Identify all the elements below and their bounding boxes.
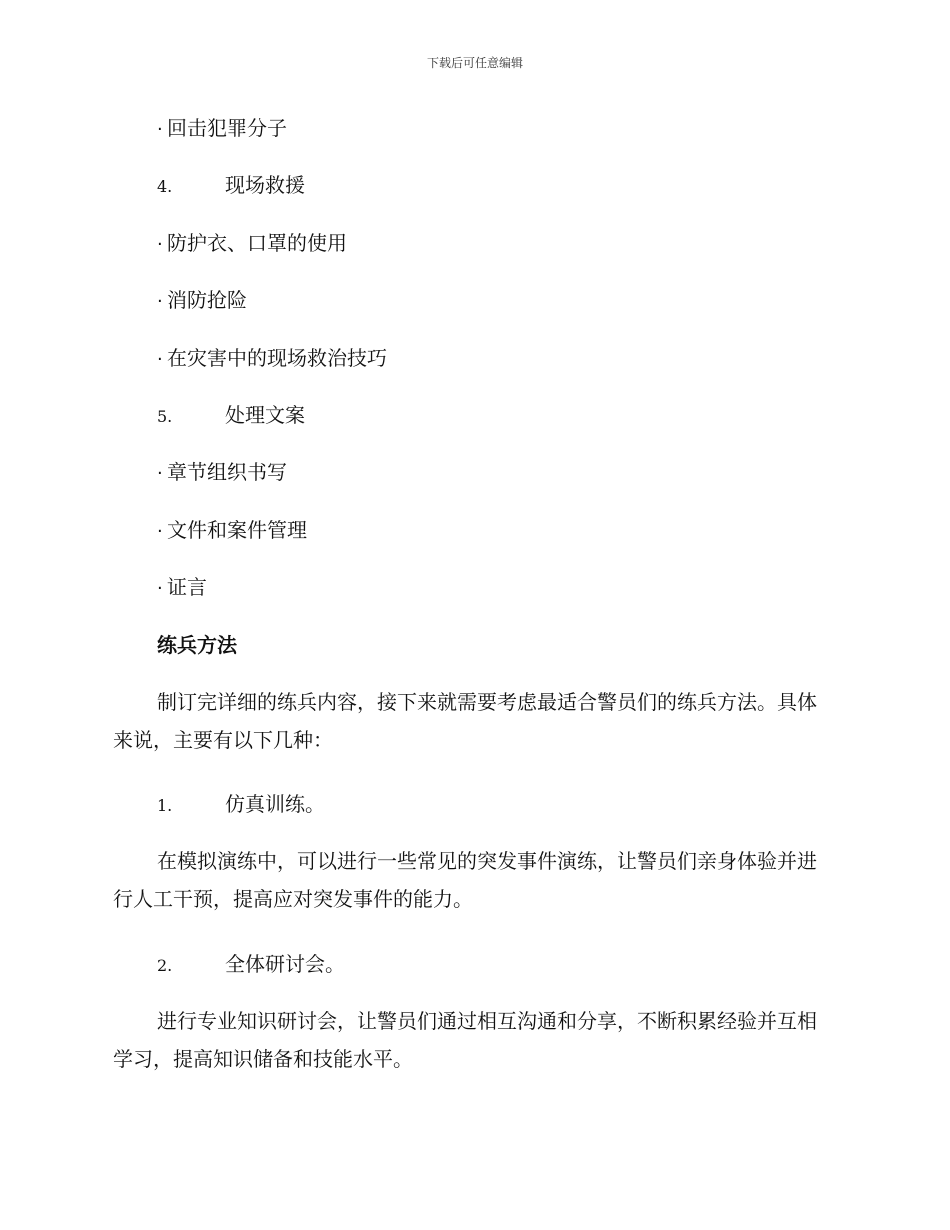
item-title: 处理文案 <box>225 403 305 427</box>
list-item <box>157 344 387 374</box>
numbered-item <box>157 401 305 431</box>
bullet-icon: · <box>157 234 163 255</box>
list-item-text: 消防抢险 <box>167 288 247 312</box>
list-item <box>157 573 207 603</box>
numbered-item <box>157 171 305 201</box>
numbered-item <box>157 790 325 820</box>
item-number: 2. <box>157 956 173 975</box>
item-number: 5. <box>157 407 173 426</box>
list-item <box>157 458 287 488</box>
section-heading: 练兵方法 <box>157 633 237 657</box>
body-paragraph: 在模拟演练中，可以进行一些常见的突发事件演练，让警员们亲身体验并进行人工干预，提高应对突发事件的能力。 <box>113 849 817 911</box>
list-item-text: 防护衣、口罩的使用 <box>167 231 347 255</box>
numbered-item <box>157 950 345 980</box>
bullet-icon: · <box>157 119 163 140</box>
list-item <box>157 286 247 316</box>
list-item <box>157 114 287 144</box>
item-number: 1. <box>157 796 173 815</box>
item-number: 4. <box>157 177 173 196</box>
bullet-icon: · <box>157 578 163 599</box>
list-item-text: 证言 <box>167 575 207 599</box>
list-item-text: 文件和案件管理 <box>167 518 307 542</box>
list-item-text: 在灾害中的现场救治技巧 <box>167 346 387 370</box>
list-item <box>157 516 307 546</box>
intro-paragraph: 制订完详细的练兵内容，接下来就需要考虑最适合警员们的练兵方法。具体来说，主要有以下几种： <box>113 690 817 752</box>
bullet-icon: · <box>157 349 163 370</box>
item-title: 现场救援 <box>225 173 305 197</box>
item-title: 仿真训练。 <box>225 792 325 816</box>
bullet-icon: · <box>157 521 163 542</box>
bullet-icon: · <box>157 463 163 484</box>
page-header: 下载后可任意编辑 <box>426 56 523 70</box>
list-item-text: 回击犯罪分子 <box>167 116 287 140</box>
body-paragraph: 进行专业知识研讨会，让警员们通过相互沟通和分享，不断积累经验并互相学习，提高知识储备和技能水平。 <box>113 1009 817 1071</box>
item-title: 全体研讨会。 <box>225 952 345 976</box>
list-item <box>157 229 347 259</box>
list-item-text: 章节组织书写 <box>167 460 287 484</box>
bullet-icon: · <box>157 291 163 312</box>
